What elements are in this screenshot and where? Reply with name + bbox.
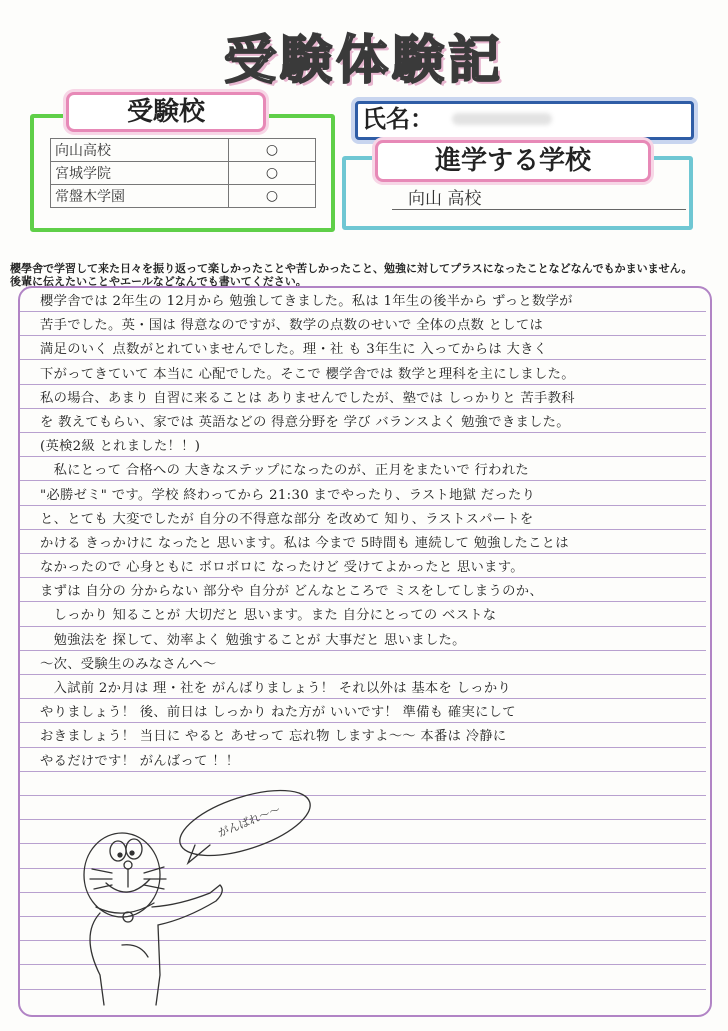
schools-table xyxy=(50,138,316,208)
essay-line: を 教えてもらい、家では 英語などの 得意分野を 学び バランスよく 勉強できました。 xyxy=(40,414,570,430)
essay-line: おきましょう！ 当日に やると あせって 忘れ物 しますよ～～ 本番は 冷静に xyxy=(40,729,507,745)
school-name: 向山高校 xyxy=(51,139,229,162)
character-doodle xyxy=(70,775,350,1015)
school-result: ○ xyxy=(229,139,316,162)
entering-school-underline xyxy=(392,209,686,210)
essay-line: "必勝ゼミ" です。学校 終わってから 21:30 までやったり、ラスト地獄 だったり xyxy=(40,487,536,503)
school-result: ○ xyxy=(229,162,316,185)
essay-line: 私の場合、あまり 自習に来ることは ありませんでしたが、塾では しっかりと 苦手教科 xyxy=(40,390,575,406)
essay-line: 入試前 2か月は 理・社を がんばりましょう！ それ以外は 基本を しっかり xyxy=(40,681,512,696)
table-row xyxy=(51,185,316,208)
essay-line: (英検2級 とれました！！) xyxy=(40,439,201,455)
table-row xyxy=(51,162,316,185)
essay-line: 下がってきていて 本当に 心配でした。そこで 櫻学舎では 数学と理科を主にしました。 xyxy=(40,366,575,382)
school-result: ○ xyxy=(229,185,316,208)
essay-line: やるだけです！ がんばって ！！ xyxy=(40,753,240,769)
essay-line: なかったので 心身ともに ボロボロに なったけど 受けてよかったと 思います。 xyxy=(40,560,524,576)
name-redacted xyxy=(452,113,552,125)
essay-line: 私にとって 合格への 大きなステップになったのが、正月をまたいで 行われた xyxy=(40,463,529,479)
entering-school-value: 向山 高校 xyxy=(408,189,482,209)
essay-line: 苦手でした。英・国は 得意なのですが、数学の点数のせいで 全体の点数 としては xyxy=(40,318,544,334)
essay-line: と、とても 大変でしたが 自分の不得意な部分 を改めて 知り、ラストスパートを xyxy=(40,511,534,527)
essay-line: ～次、受験生のみなさんへ～ xyxy=(40,656,217,672)
essay-line: 満足のいく 点数がとれていませんでした。理・社 も 3年生に 入ってからは 大きく xyxy=(40,342,548,358)
instruction-text xyxy=(10,262,722,288)
instruction-line: 後輩に伝えたいことやエールなどなんでも書いてください。 xyxy=(10,275,307,288)
essay-line: しっかり 知ることが 大切だと 思います。また 自分にとっての ベストな xyxy=(40,608,497,624)
essay-line: まずは 自分の 分からない 部分や 自分が どんなところで ミスをしてしまうのか、 xyxy=(40,584,543,600)
essay-line: 勉強法を 探して、効率よく 勉強することが 大事だと 思いました。 xyxy=(40,632,466,648)
name-label: 氏名： xyxy=(362,105,434,133)
instruction-line: 櫻學舎で学習して来た日々を振り返って楽しかったことや苦しかったこと、勉強に対してプラスになったことなどなんでもかまいません。 xyxy=(10,262,693,275)
doodle-speech-text: がんばれ〜〜 xyxy=(216,803,283,840)
essay-line: やりましょう！ 後、前日は しっかり ねた方が いいです！ 準備も 確実にして xyxy=(40,705,516,721)
page-title: 受験体験記 xyxy=(223,31,504,91)
essay-text xyxy=(40,290,700,774)
essay-line: 櫻学舎では 2年生の 12月から 勉強してきました。私は 1年生の後半から ずっと数学が xyxy=(40,294,573,309)
school-name: 宮城学院 xyxy=(51,162,229,185)
school-name: 常盤木学園 xyxy=(51,185,229,208)
essay-line: かける きっかけに なったと 思います。私は 今まで 5時間も 連続して 勉強したことは xyxy=(40,535,569,551)
table-row xyxy=(51,139,316,162)
entering-school-label: 進学する学校 xyxy=(375,140,651,182)
schools-label: 受験校 xyxy=(66,92,266,132)
